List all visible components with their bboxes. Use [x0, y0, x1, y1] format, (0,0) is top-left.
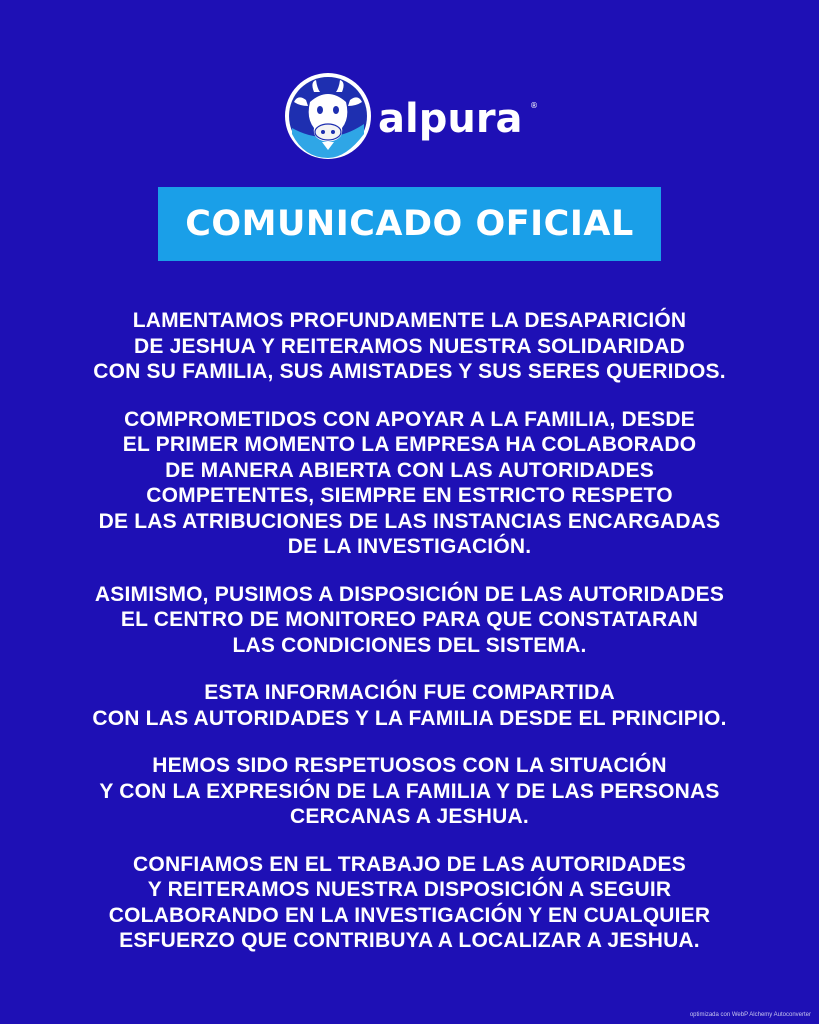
text-line: ESTA INFORMACIÓN FUE COMPARTIDA: [204, 681, 615, 704]
text-line: LAS CONDICIONES DEL SISTEMA.: [232, 633, 587, 657]
text-line: EL CENTRO DE MONITOREO PARA QUE CONSTATARAN: [120, 608, 699, 631]
text-line: DE JESHUA Y REITERAMOS NUESTRA SOLIDARIDAD: [134, 334, 685, 358]
text-line: ASIMISMO, PUSIMOS A DISPOSICIÓN DE LAS AUTORIDADES: [94, 582, 725, 606]
text-line: HEMOS SIDO RESPETUOSOS CON LA SITUACIÓN: [152, 754, 667, 777]
page-title: COMUNICADO OFICIAL: [185, 204, 634, 244]
paragraph-3: [40, 582, 779, 659]
text-line: CON LAS AUTORIDADES Y LA FAMILIA DESDE EL PRINCIPIO.: [92, 706, 727, 730]
brand-wordmark: alpura: [378, 96, 523, 142]
cow-head-logo-icon: [284, 72, 544, 164]
text-line: COMPROMETIDOS CON APOYAR A LA FAMILIA, DESDE: [124, 407, 695, 431]
text-line: COMPETENTES, SIEMPRE EN ESTRICTO RESPETO: [146, 484, 673, 507]
text-line: ESFUERZO QUE CONTRIBUYA A LOCALIZAR A JESHUA.: [119, 929, 700, 952]
text-line: CERCANAS A JESHUA.: [290, 805, 529, 828]
title-banner: [158, 187, 661, 261]
text-line: EL PRIMER MOMENTO LA EMPRESA HA COLABORADO: [122, 433, 697, 456]
paragraph-5: [40, 753, 779, 830]
text-line: DE LAS ATRIBUCIONES DE LAS INSTANCIAS ENCARGADAS: [98, 509, 721, 533]
text-line: Y CON LA EXPRESIÓN DE LA FAMILIA Y DE LAS PERSONAS: [99, 779, 720, 803]
registered-mark: ®: [530, 101, 538, 110]
text-line: DE MANERA ABIERTA CON LAS AUTORIDADES: [165, 458, 654, 482]
paragraph-2: [40, 407, 779, 560]
paragraph-6: [40, 852, 779, 954]
text-line: Y REITERAMOS NUESTRA DISPOSICIÓN A SEGUIR: [147, 878, 672, 901]
statement-body: [40, 308, 779, 976]
paragraph-4: [40, 680, 779, 731]
alpura-logo: [284, 72, 544, 164]
text-line: DE LA INVESTIGACIÓN.: [287, 535, 532, 558]
text-line: CON SU FAMILIA, SUS AMISTADES Y SUS SERES QUERIDOS.: [93, 360, 726, 383]
text-line: LAMENTAMOS PROFUNDAMENTE LA DESAPARICIÓN: [132, 309, 687, 332]
text-line: COLABORANDO EN LA INVESTIGACIÓN Y EN CUALQUIER: [108, 903, 711, 927]
text-line: CONFIAMOS EN EL TRABAJO DE LAS AUTORIDADES: [133, 852, 686, 876]
footer-note: optimizada con WebP Alchemy Autoconverter: [689, 1012, 811, 1018]
paragraph-1: [40, 308, 779, 385]
